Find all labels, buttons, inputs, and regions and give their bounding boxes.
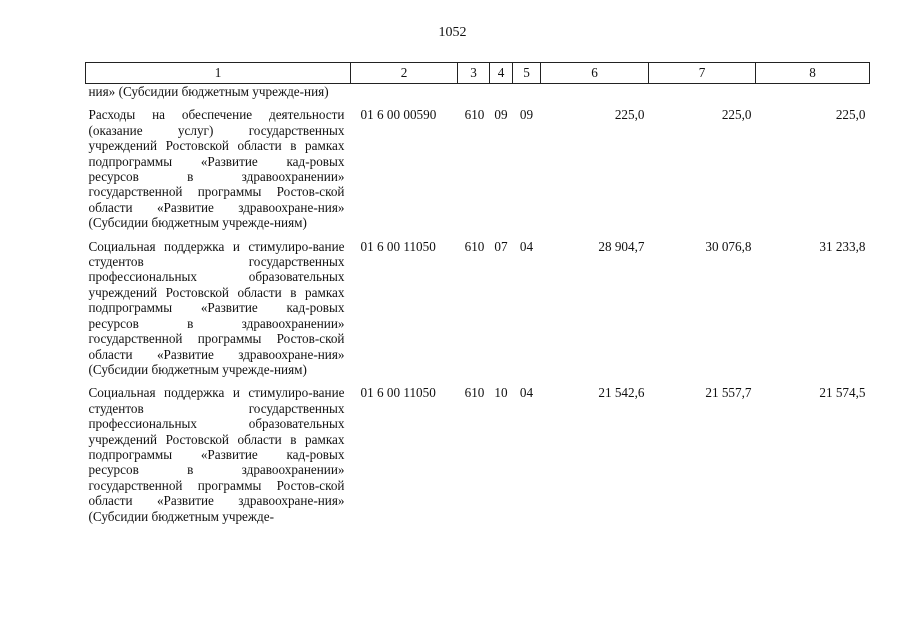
column-header-8: 8 [756, 63, 870, 84]
column-header-7: 7 [649, 63, 756, 84]
page-number: 1052 [438, 25, 467, 40]
row-subsection: 09 [519, 107, 534, 123]
row-section: 09 [494, 107, 508, 123]
row-amount-year3: 21 574,5 [819, 385, 866, 401]
row-amount-year2 [649, 84, 756, 108]
row-section [490, 84, 513, 108]
table-row [86, 239, 870, 386]
column-header-5: 5 [513, 63, 541, 84]
row-expense-type: 610 [464, 107, 485, 123]
table-row [86, 385, 870, 524]
row-description: Социальная поддержка и стимулиро-вание студентов государственных профессиональных образовательных учреждений Ростовской области в рамках подпрограммы «Развитие кад-ровых ресурсов в здравоохранении» государственной программы Ростов-ской области «Развитие здравоохране-ния» (Субсидии бюджетным учрежде- [88, 385, 345, 524]
table-row [86, 107, 870, 238]
budget-table [85, 62, 870, 524]
row-expense-type: 610 [464, 238, 485, 254]
column-header-4: 4 [490, 63, 513, 84]
row-description: ния» (Субсидии бюджетным учрежде-ния) [88, 84, 329, 99]
column-header-6: 6 [541, 63, 649, 84]
row-amount-year3: 225,0 [835, 107, 866, 123]
row-amount-year2: 21 557,7 [705, 385, 752, 401]
row-section: 07 [494, 238, 508, 254]
row-amount-year1: 21 542,6 [598, 385, 645, 401]
table-row [86, 84, 870, 108]
column-header-1: 1 [86, 63, 351, 84]
row-amount-year3 [756, 84, 870, 108]
row-subsection [513, 84, 541, 108]
row-amount-year3: 31 233,8 [819, 238, 866, 254]
row-target-code [351, 84, 458, 108]
row-target-code: 01 6 00 11050 [360, 385, 436, 401]
column-header-2: 2 [351, 63, 458, 84]
row-target-code: 01 6 00 00590 [360, 107, 437, 123]
row-subsection: 04 [519, 238, 534, 254]
row-amount-year2: 225,0 [721, 107, 752, 123]
row-amount-year1: 225,0 [614, 107, 645, 123]
row-expense-type: 610 [464, 385, 485, 401]
column-header-3: 3 [458, 63, 490, 84]
row-amount-year1 [541, 84, 649, 108]
row-description: Расходы на обеспечение деятельности (оказание услуг) государственных учреждений Ростовской области в рамках подпрограммы «Развитие кад-ровых ресурсов в здравоохранении» государственной программы Ростов-ской области «Развитие здравоохране-ния» (Субсидии бюджетным учрежде-ниям) [88, 107, 345, 231]
row-subsection: 04 [519, 385, 534, 401]
table-header-row [86, 63, 870, 84]
row-amount-year2: 30 076,8 [705, 238, 752, 254]
row-expense-type [458, 84, 490, 108]
row-amount-year1: 28 904,7 [598, 238, 645, 254]
row-target-code: 01 6 00 11050 [360, 238, 436, 254]
row-description: Социальная поддержка и стимулиро-вание студентов государственных профессиональных образовательных учреждений Ростовской области в рамках подпрограммы «Развитие кад-ровых ресурсов в здравоохранении» государственной программы Ростов-ской области «Развитие здравоохране-ния» (Субсидии бюджетным учрежде-ниям) [88, 238, 345, 377]
row-section: 10 [494, 385, 508, 401]
